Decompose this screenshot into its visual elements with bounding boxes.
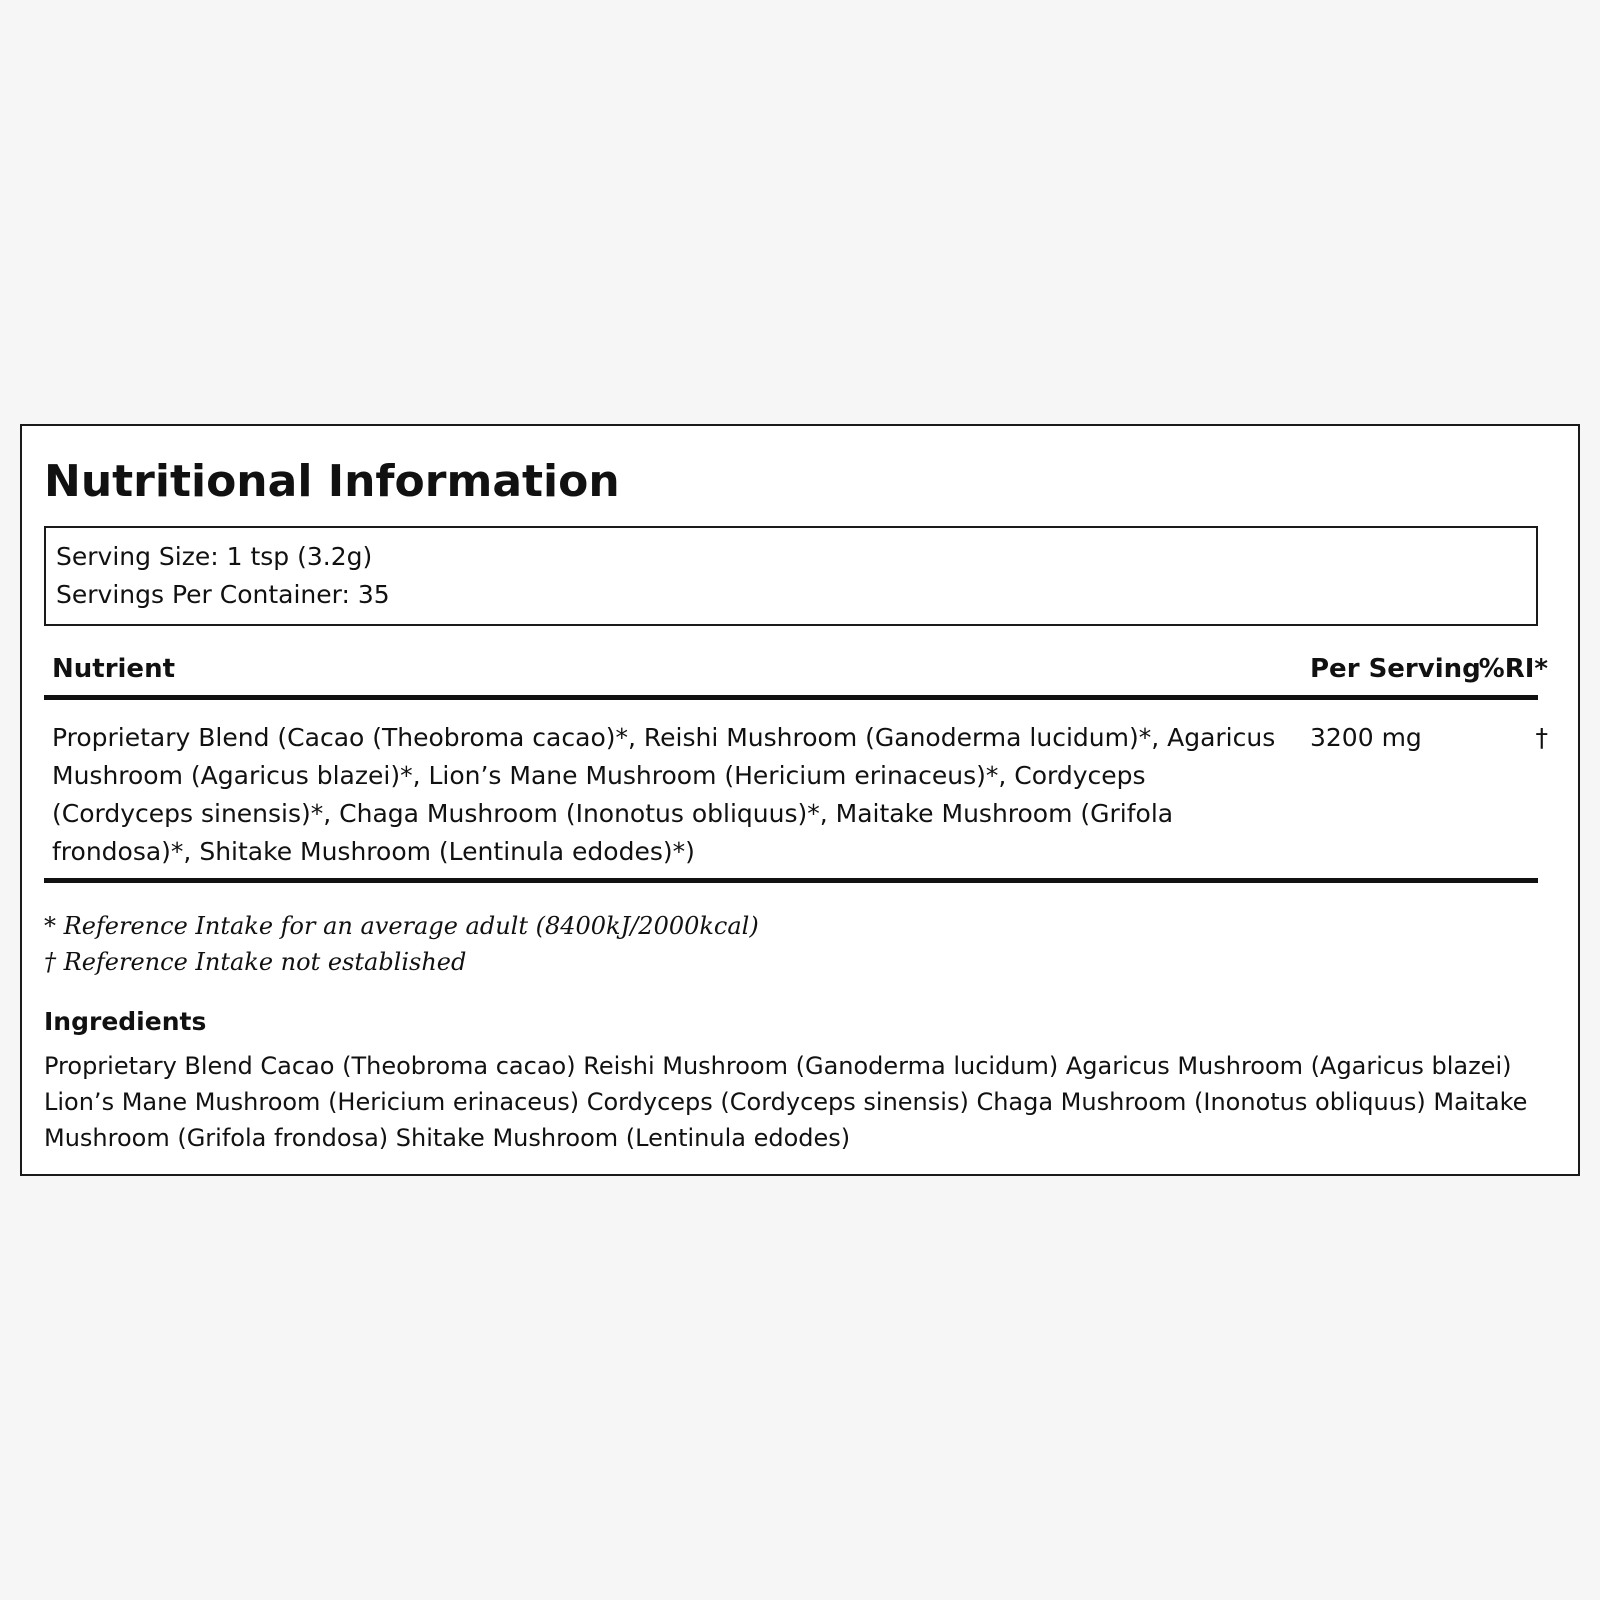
footnote-not-established: † Reference Intake not established bbox=[44, 948, 467, 976]
nutrition-panel bbox=[20, 424, 1580, 1176]
ingredients-text: Proprietary Blend Cacao (Theobroma cacao) Reishi Mushroom (Ganoderma lucidum) Agaricus Mushroom (Agaricus blazei) Lion’s Mane Mushroom (Hericium erinaceus) Cordyceps (Cordyceps sinensis) Chaga Mushroom (Inonotus obliquus) Maitake Mushroom (Grifola frondosa) Shitake Mushroom (Lentinula edodes) bbox=[44, 1052, 1528, 1152]
nutrient-name: Proprietary Blend (Cacao (Theobroma cacao)*, Reishi Mushroom (Ganoderma lucidum)*, Agaricus Mushroom (Agaricus blazei)*, Lion’s Mane Mushroom (Hericium erinaceus)*, Cordyceps (Cordyceps sinensis)*, Chaga Mushroom (Inonotus obliquus)*, Maitake Mushroom (Grifola frondosa)*, Shitake Mushroom (Lentinula edodes)*) bbox=[52, 723, 1276, 866]
ingredients-heading: Ingredients bbox=[44, 1007, 207, 1036]
footnote-ri: * Reference Intake for an average adult (8400kJ/2000kcal) bbox=[44, 912, 759, 940]
ri-value: † bbox=[1535, 723, 1548, 752]
table-bottom-rule bbox=[44, 878, 1538, 883]
header-nutrient: Nutrient bbox=[52, 654, 176, 684]
serving-size: Serving Size: 1 tsp (3.2g) bbox=[56, 542, 373, 571]
table-top-rule bbox=[44, 695, 1538, 700]
header-per-serving: Per Serving bbox=[1310, 654, 1481, 684]
serving-info-box bbox=[44, 526, 1538, 626]
servings-per-container: Servings Per Container: 35 bbox=[56, 580, 390, 609]
per-serving-value: 3200 mg bbox=[1310, 723, 1422, 752]
header-ri: %RI* bbox=[1478, 654, 1548, 684]
page-title: Nutritional Information bbox=[44, 456, 620, 507]
footnotes bbox=[44, 908, 759, 980]
